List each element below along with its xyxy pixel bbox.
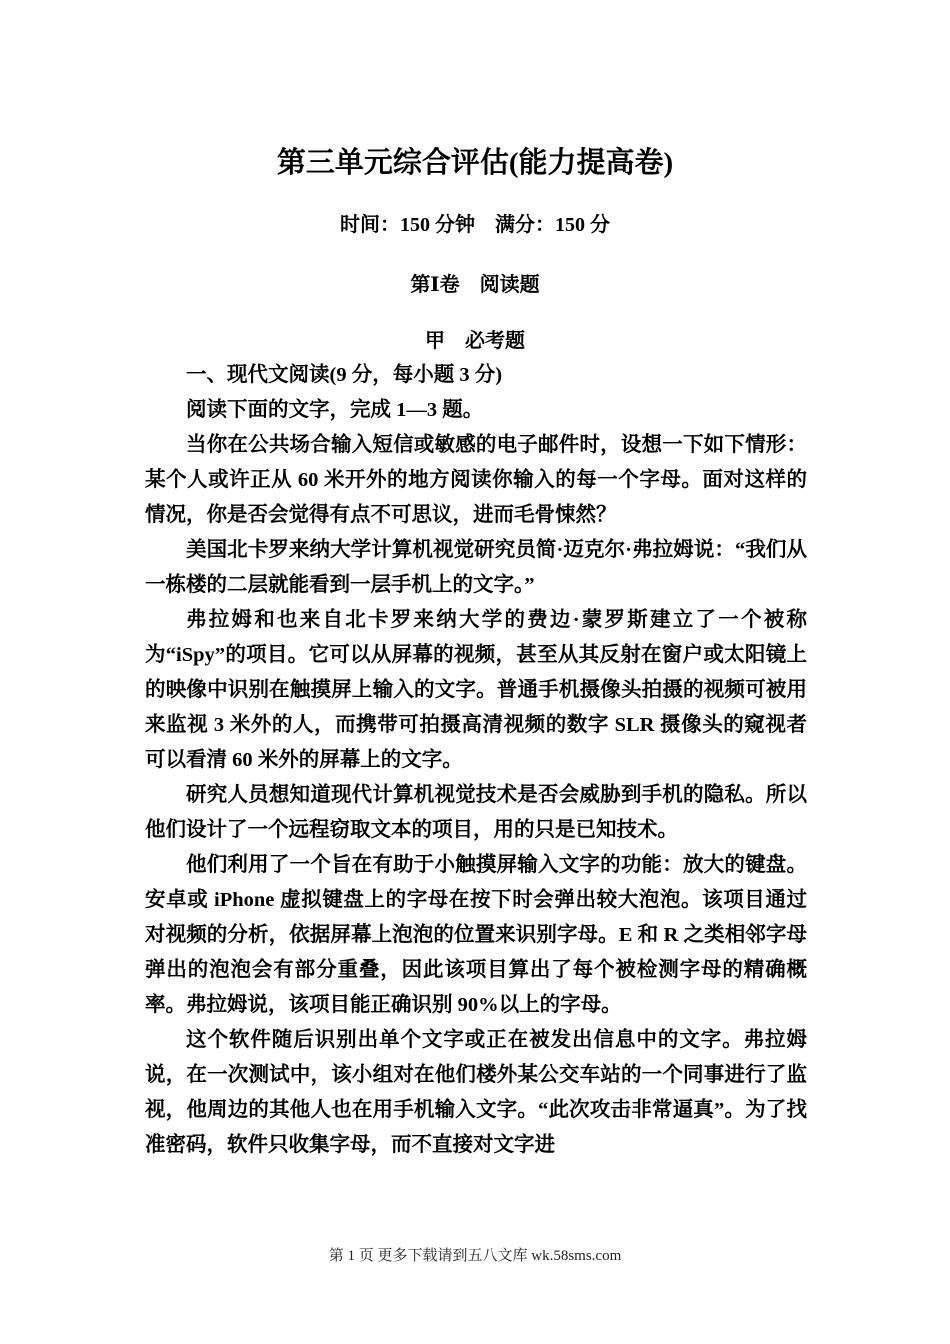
paragraph: 当你在公共场合输入短信或敏感的电子邮件时，设想一下如下情形：某个人或许正从 60 米开外的地方阅读你输入的每一个字母。面对这样的情况，你是否会觉得有点不可思议，进而毛骨悚然？ — [145, 434, 807, 526]
paragraph: 弗拉姆和也来自北卡罗来纳大学的费边·蒙罗斯建立了一个被称为“iSpy”的项目。它可以从屏幕的视频，甚至从其反射在窗户或太阳镜上的映像中识别在触摸屏上输入的文字。普通手机摄像头拍摄的视频可被用来监视 3 米外的人，而携带可拍摄高清视频的数字 SLR 摄像头的窥视者可以看清 60 米外的屏幕上的文字。 — [145, 609, 807, 771]
page-footer: 第 1 页 更多下载请到五八文库 wk.58sms.com — [328, 1248, 622, 1264]
article-body — [145, 358, 807, 1163]
question-heading: 一、现代文阅读(9 分，每小题 3 分) — [186, 364, 503, 386]
paragraph: 他们利用了一个旨在有助于小触摸屏输入文字的功能：放大的键盘。安卓或 iPhone 虚拟键盘上的字母在按下时会弹出较大泡泡。该项目通过对视频的分析，依据屏幕上泡泡的位置来识别字母。E 和 R 之类相邻字母弹出的泡泡会有部分重叠，因此该项目算出了每个被检测字母的精确概率。弗拉姆说，该项目能正确识别 90%以上的字母。 — [145, 854, 807, 1016]
exam-meta: 时间：150 分钟 满分：150 分 — [340, 214, 610, 236]
instruction-text: 阅读下面的文字，完成 1—3 题。 — [186, 399, 484, 421]
paragraph: 研究人员想知道现代计算机视觉技术是否会威胁到手机的隐私。所以他们设计了一个远程窃取文本的项目，用的只是已知技术。 — [145, 784, 807, 841]
paragraph: 美国北卡罗来纳大学计算机视觉研究员简·迈克尔·弗拉姆说：“我们从一栋楼的二层就能看到一层手机上的文字。” — [145, 539, 807, 596]
part-heading: 甲 必考题 — [425, 330, 525, 352]
volume-heading: 第Ⅰ卷 阅读题 — [410, 274, 540, 296]
paragraph: 这个软件随后识别出单个文字或正在被发出信息中的文字。弗拉姆说，在一次测试中，该小组对在他们楼外某公交车站的一个同事进行了监视，他周边的其他人也在用手机输入文字。“此次攻击非常逼真”。为了找准密码，软件只收集字母，而不直接对文字进 — [145, 1029, 807, 1156]
page-title: 第三单元综合评估(能力提高卷) — [276, 147, 674, 179]
